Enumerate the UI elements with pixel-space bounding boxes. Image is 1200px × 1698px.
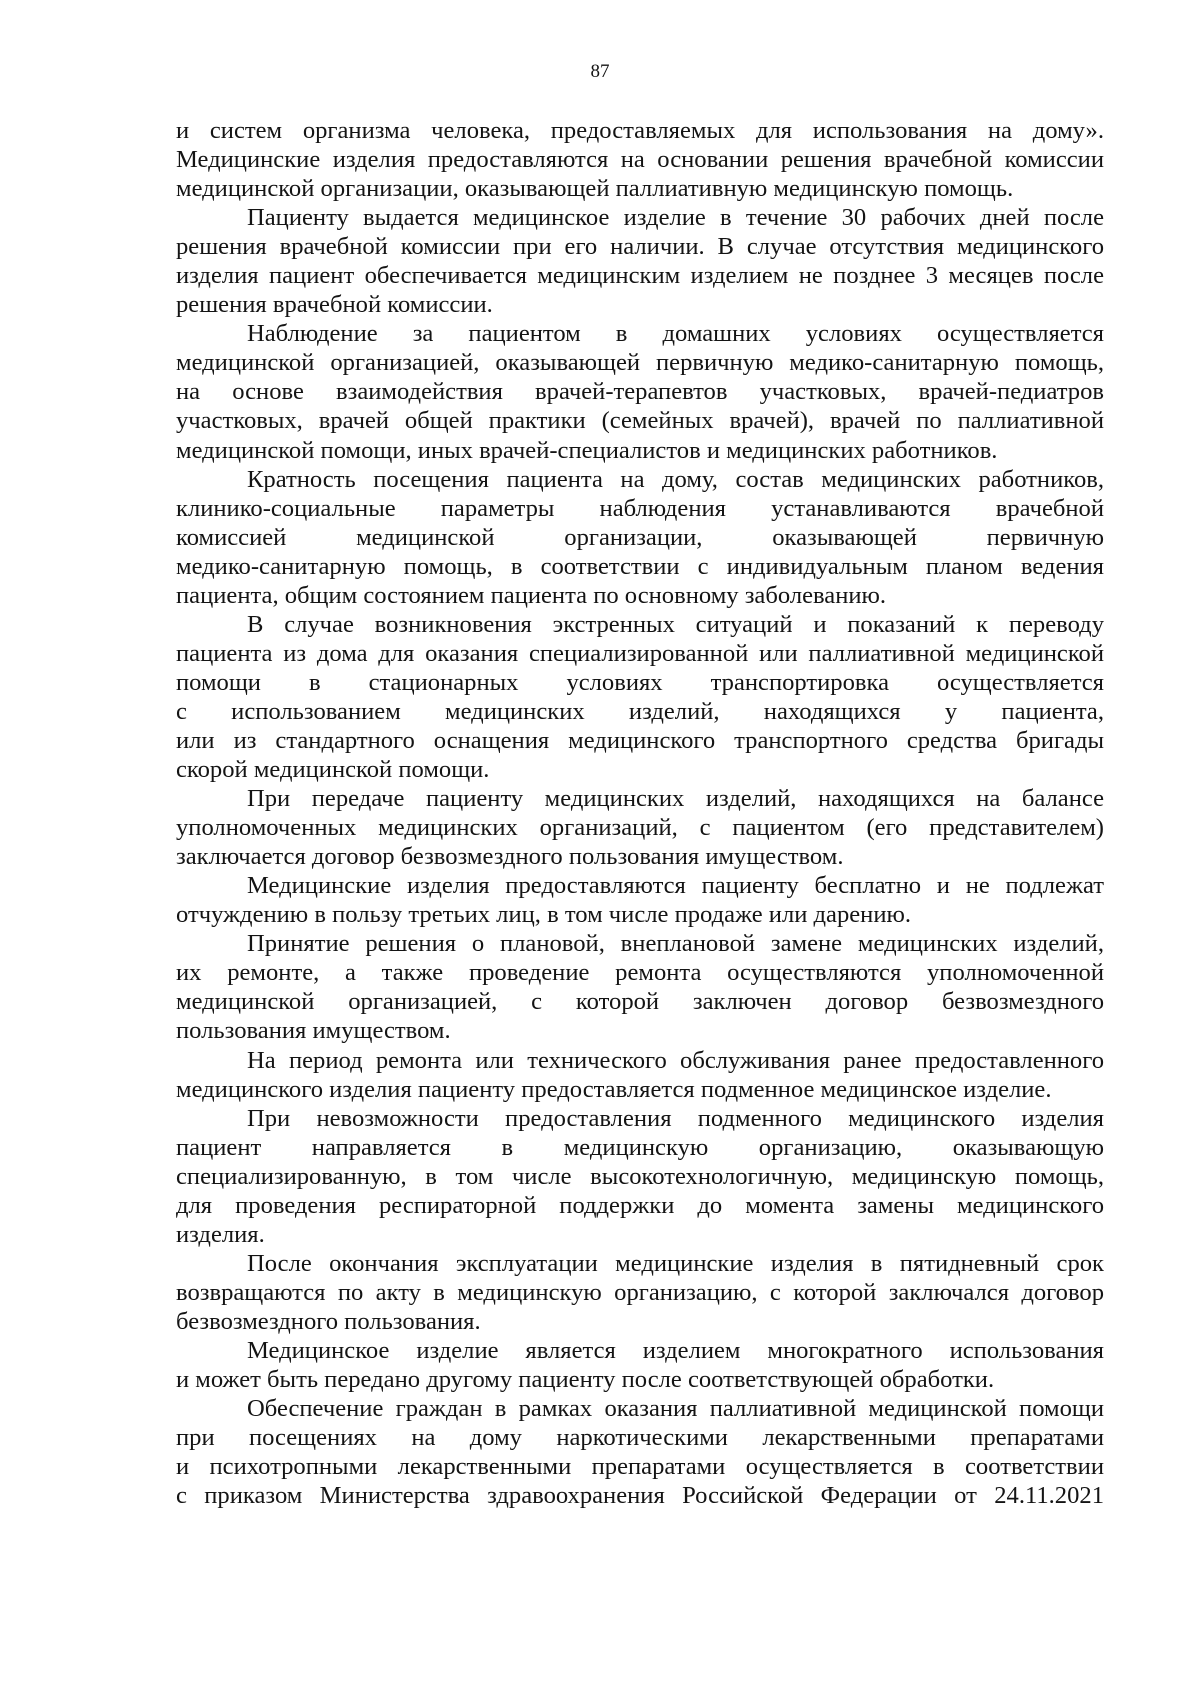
text-line: медицинской помощи, иных врачей-специалистов и медицинских работников. (176, 436, 998, 464)
paragraph (176, 610, 1104, 784)
text-line: медико-санитарную помощь, в соответствии с индивидуальным планом ведения (176, 552, 1104, 580)
text-line: Принятие решения о плановой, внеплановой замене медицинских изделий, (247, 930, 1104, 958)
paragraph (176, 1046, 1104, 1104)
text-line: медицинской организации, оказывающей паллиативную медицинскую помощь. (176, 175, 1014, 203)
text-line: комиссией медицинской организации, оказывающей первичную (176, 523, 1104, 551)
text-line: Наблюдение за пациентом в домашних условиях осуществляется (247, 320, 1104, 348)
document-body (176, 116, 1104, 1510)
text-line: Пациенту выдается медицинское изделие в течение 30 рабочих дней после (247, 204, 1104, 232)
paragraph (176, 465, 1104, 610)
text-line: пациента, общим состоянием пациента по основному заболеванию. (176, 581, 887, 609)
paragraph (176, 784, 1104, 871)
text-line: медицинского изделия пациенту предоставляется подменное медицинское изделие. (176, 1075, 1052, 1103)
paragraph (176, 319, 1104, 464)
text-line: скорой медицинской помощи. (176, 756, 490, 784)
text-line: На период ремонта или технического обслуживания ранее предоставленного (247, 1046, 1104, 1074)
text-line: Кратность посещения пациента на дому, состав медицинских работников, (247, 465, 1104, 493)
text-line: пациент направляется в медицинскую организацию, оказывающую (176, 1133, 1104, 1161)
text-line: решения врачебной комиссии при его наличии. В случае отсутствия медицинского (176, 233, 1104, 261)
text-line: медицинской организацией, оказывающей первичную медико-санитарную помощь, (176, 349, 1104, 377)
text-line: на основе взаимодействия врачей-терапевтов участковых, врачей-педиатров (176, 378, 1104, 406)
text-line: заключается договор безвозмездного пользования имуществом. (176, 843, 844, 871)
text-line: и может быть передано другому пациенту после соответствующей обработки. (176, 1366, 995, 1394)
page-number: 87 (590, 61, 610, 82)
text-line: специализированную, в том числе высокотехнологичную, медицинскую помощь, (176, 1162, 1104, 1190)
text-line: изделия. (176, 1220, 265, 1248)
text-line: участковых, врачей общей практики (семейных врачей), врачей по паллиативной (176, 407, 1104, 435)
paragraph (176, 203, 1104, 319)
text-line: для проведения респираторной поддержки до момента замены медицинского (176, 1191, 1104, 1219)
text-line: и систем организма человека, предоставляемых для использования на дому». (176, 117, 1104, 144)
text-line: с приказом Министерства здравоохранения Российской Федерации от 24.11.2021 (176, 1482, 1104, 1510)
text-line: пациента из дома для оказания специализированной или паллиативной медицинской (176, 639, 1104, 667)
text-line: помощи в стационарных условиях транспортировка осуществляется (176, 668, 1104, 696)
text-line: Обеспечение граждан в рамках оказания паллиативной медицинской помощи (247, 1395, 1104, 1423)
text-line: Медицинское изделие является изделием многократного использования (247, 1336, 1104, 1364)
text-line: При невозможности предоставления подменного медицинского изделия (247, 1104, 1104, 1132)
paragraph (176, 929, 1104, 1045)
text-line: изделия пациент обеспечивается медицинским изделием не позднее 3 месяцев после (176, 262, 1104, 290)
text-line: клинико-социальные параметры наблюдения устанавливаются врачебной (176, 494, 1104, 522)
paragraph (176, 1249, 1104, 1336)
text-line: безвозмездного пользования. (176, 1307, 481, 1335)
text-line: возвращаются по акту в медицинскую организацию, с которой заключался договор (176, 1278, 1104, 1306)
text-line: пользования имуществом. (176, 1017, 451, 1045)
text-line: с использованием медицинских изделий, находящихся у пациента, (176, 697, 1104, 725)
paragraph (176, 1336, 1104, 1394)
paragraph (176, 1104, 1104, 1249)
text-line: при посещениях на дому наркотическими лекарственными препаратами (176, 1424, 1104, 1452)
text-line: медицинской организацией, с которой заключен договор безвозмездного (176, 988, 1104, 1016)
text-line: уполномоченных медицинских организаций, с пациентом (его представителем) (176, 814, 1104, 842)
text-line: и психотропными лекарственными препаратами осуществляется в соответствии (176, 1453, 1104, 1481)
text-line: решения врачебной комиссии. (176, 291, 493, 319)
text-line: или из стандартного оснащения медицинского транспортного средства бригады (176, 726, 1104, 754)
paragraph (176, 1394, 1104, 1510)
text-line: После окончания эксплуатации медицинские изделия в пятидневный срок (247, 1249, 1104, 1277)
paragraph (176, 116, 1104, 203)
text-line: Медицинские изделия предоставляются пациенту бесплатно и не подлежат (247, 872, 1104, 900)
text-line: В случае возникновения экстренных ситуаций и показаний к переводу (247, 610, 1104, 638)
paragraph (176, 871, 1104, 929)
text-line: При передаче пациенту медицинских изделий, находящихся на балансе (247, 785, 1104, 813)
text-line: отчуждению в пользу третьих лиц, в том числе продаже или дарению. (176, 901, 912, 929)
text-line: Медицинские изделия предоставляются на основании решения врачебной комиссии (176, 146, 1104, 174)
text-line: их ремонте, а также проведение ремонта осуществляются уполномоченной (176, 959, 1104, 987)
